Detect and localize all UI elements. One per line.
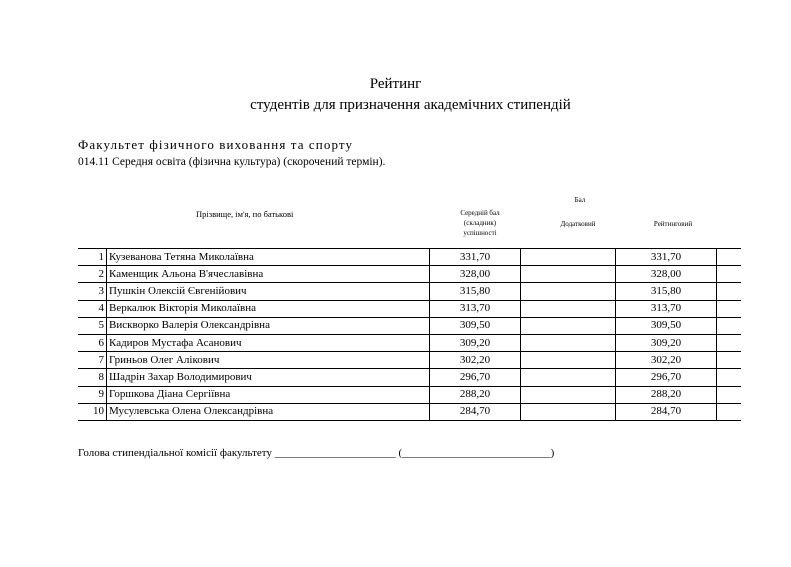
additional-score: [521, 369, 616, 386]
row-number: 7: [78, 352, 107, 369]
table-row: [78, 283, 741, 300]
table-row: [78, 334, 741, 351]
rating-score: 309,50: [616, 317, 717, 334]
average-header-line-3: успішності: [463, 229, 497, 237]
student-name: Шадрін Захар Володимирович: [107, 369, 430, 386]
average-header-line-1: Середній бал: [460, 209, 500, 217]
table-row: [78, 249, 741, 266]
rating-score: 302,20: [616, 352, 717, 369]
row-end-cell: [717, 369, 742, 386]
row-end-cell: [717, 249, 742, 266]
average-score: 302,20: [430, 352, 521, 369]
additional-score: [521, 403, 616, 420]
student-name: Пушкін Олексій Євгенійович: [107, 283, 430, 300]
row-end-cell: [717, 266, 742, 283]
signature-line: Голова стипендіальної комісії факультету ______________________ (___________________________): [78, 447, 555, 459]
document-title: Рейтинг: [369, 76, 422, 92]
average-score: 309,50: [430, 317, 521, 334]
table-row: [78, 369, 741, 386]
additional-score: [521, 266, 616, 283]
rating-score: 313,70: [616, 300, 717, 317]
additional-score: [521, 249, 616, 266]
average-score: 315,80: [430, 283, 521, 300]
average-score: 288,20: [430, 386, 521, 403]
name-column-header: Прізвище, ім'я, по батькові: [196, 209, 294, 219]
row-number: 4: [78, 300, 107, 317]
table-row: [78, 403, 741, 420]
rating-score: 315,80: [616, 283, 717, 300]
average-header-line-2: (складник): [463, 219, 497, 227]
student-name: Горшкова Діана Сергіївна: [107, 386, 430, 403]
table-row: [78, 386, 741, 403]
table-row: [78, 317, 741, 334]
average-score: 331,70: [430, 249, 521, 266]
average-score: 328,00: [430, 266, 521, 283]
rating-score: 296,70: [616, 369, 717, 386]
student-name: Веркалюк Вікторія Миколаївна: [107, 300, 430, 317]
rating-score: 284,70: [616, 403, 717, 420]
additional-column-header: Додатковий: [560, 220, 596, 228]
row-end-cell: [717, 283, 742, 300]
average-score: 284,70: [430, 403, 521, 420]
student-name: Гриньов Олег Алікович: [107, 352, 430, 369]
additional-score: [521, 283, 616, 300]
student-name: Вискворко Валерія Олександрівна: [107, 317, 430, 334]
average-score: 296,70: [430, 369, 521, 386]
row-number: 3: [78, 283, 107, 300]
rating-table: [78, 248, 741, 421]
row-number: 2: [78, 266, 107, 283]
row-end-cell: [717, 334, 742, 351]
score-group-header: Бал: [574, 196, 586, 204]
table-row: [78, 300, 741, 317]
student-name: Кузеванова Тетяна Миколаївна: [107, 249, 430, 266]
rating-score: 328,00: [616, 266, 717, 283]
rating-score: 309,20: [616, 334, 717, 351]
average-score: 313,70: [430, 300, 521, 317]
student-name: Мусулевська Олена Олександрівна: [107, 403, 430, 420]
student-name: Каменщик Альона В'ячеславівна: [107, 266, 430, 283]
row-number: 8: [78, 369, 107, 386]
document-subtitle: студентів для призначення академічних стипендій: [250, 97, 571, 113]
row-end-cell: [717, 317, 742, 334]
row-end-cell: [717, 352, 742, 369]
additional-score: [521, 300, 616, 317]
row-number: 10: [78, 403, 107, 420]
row-end-cell: [717, 300, 742, 317]
row-number: 9: [78, 386, 107, 403]
table-row: [78, 266, 741, 283]
rating-score: 331,70: [616, 249, 717, 266]
program-name: 014.11 Середня освіта (фізична культура) (скорочений термін).: [78, 156, 386, 168]
additional-score: [521, 317, 616, 334]
row-number: 5: [78, 317, 107, 334]
average-score: 309,20: [430, 334, 521, 351]
row-end-cell: [717, 386, 742, 403]
faculty-name: Факультет фізичного виховання та спорту: [78, 137, 354, 152]
average-column-header: [440, 208, 520, 238]
row-end-cell: [717, 403, 742, 420]
row-number: 1: [78, 249, 107, 266]
rating-column-header: Рейтинговий: [653, 220, 693, 228]
table-row: [78, 352, 741, 369]
additional-score: [521, 352, 616, 369]
additional-score: [521, 334, 616, 351]
student-name: Кадиров Мустафа Асанович: [107, 334, 430, 351]
additional-score: [521, 386, 616, 403]
row-number: 6: [78, 334, 107, 351]
rating-score: 288,20: [616, 386, 717, 403]
